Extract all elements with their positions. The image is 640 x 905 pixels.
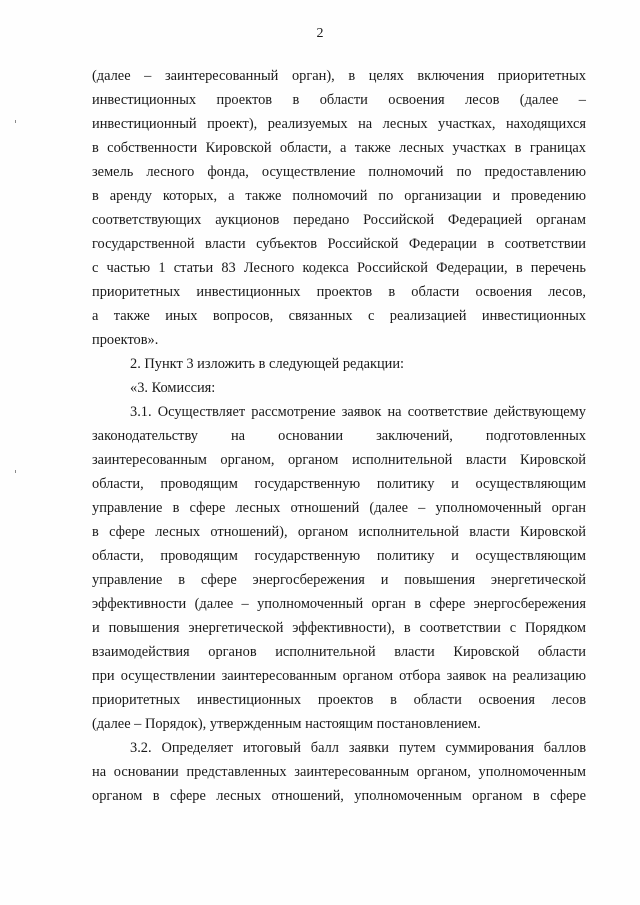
text-line: «3. Комиссия: xyxy=(130,380,216,396)
text-line: области, проводящим государственную политику и осуществляющим xyxy=(92,548,586,564)
text-line: приоритетных инвестиционных проектов в области освоения лесов, xyxy=(92,284,586,300)
margin-mark xyxy=(15,120,16,123)
text-line: области, проводящим государственную политику и осуществляющим xyxy=(92,476,586,492)
text-line: 3.2. Определяет итоговый балл заявки путем суммирования баллов xyxy=(130,740,586,756)
text-line: управление в сфере энергосбережения и повышения энергетической xyxy=(92,572,586,588)
text-line: с частью 1 статьи 83 Лесного кодекса Российской Федерации, в перечень xyxy=(92,260,586,276)
text-line: 2. Пункт 3 изложить в следующей редакции: xyxy=(130,356,405,372)
text-line: (далее – заинтересованный орган), в целях включения приоритетных xyxy=(92,68,586,84)
text-line: проектов». xyxy=(92,332,159,348)
text-line: законодательству на основании заключений, подготовленных xyxy=(92,428,586,444)
text-line: управление в сфере лесных отношений (далее – уполномоченный орган xyxy=(92,500,586,516)
text-line: при осуществлении заинтересованным органом отбора заявок на реализацию xyxy=(92,668,586,684)
text-line: на основании представленных заинтересованным органом, уполномоченным xyxy=(92,764,586,780)
text-line: заинтересованным органом, органом исполнительной власти Кировской xyxy=(92,452,586,468)
text-line: взаимодействия органов исполнительной власти Кировской области xyxy=(92,644,586,660)
text-line: инвестиционный проект), реализуемых на лесных участках, находящихся xyxy=(92,116,586,132)
page-number: 2 xyxy=(316,26,324,41)
text-line: земель лесного фонда, осуществление полномочий по предоставлению xyxy=(92,164,586,180)
text-line: инвестиционных проектов в области освоения лесов (далее – xyxy=(92,92,586,108)
text-line: и повышения энергетической эффективности), в соответствии с Порядком xyxy=(92,620,586,636)
text-line: (далее – Порядок), утвержденным настоящим постановлением. xyxy=(92,716,481,732)
text-line: приоритетных инвестиционных проектов в области освоения лесов xyxy=(92,692,586,708)
text-line: органом в сфере лесных отношений, уполномоченным органом в сфере xyxy=(92,788,586,804)
text-line: в собственности Кировской области, а также лесных участках в границах xyxy=(92,140,586,156)
text-line: в аренду которых, а также полномочий по организации и проведению xyxy=(92,188,586,204)
text-line: в сфере лесных отношений), органом исполнительной власти Кировской xyxy=(92,524,586,540)
text-line: эффективности (далее – уполномоченный орган в сфере энергосбережения xyxy=(92,596,586,612)
text-line: государственной власти субъектов Российской Федерации в соответствии xyxy=(92,236,586,252)
text-line: а также иных вопросов, связанных с реализацией инвестиционных xyxy=(92,308,586,324)
margin-mark xyxy=(15,470,16,473)
text-line: соответствующих аукционов передано Российской Федерацией органам xyxy=(92,212,586,228)
text-line: 3.1. Осуществляет рассмотрение заявок на соответствие действующему xyxy=(130,404,586,420)
